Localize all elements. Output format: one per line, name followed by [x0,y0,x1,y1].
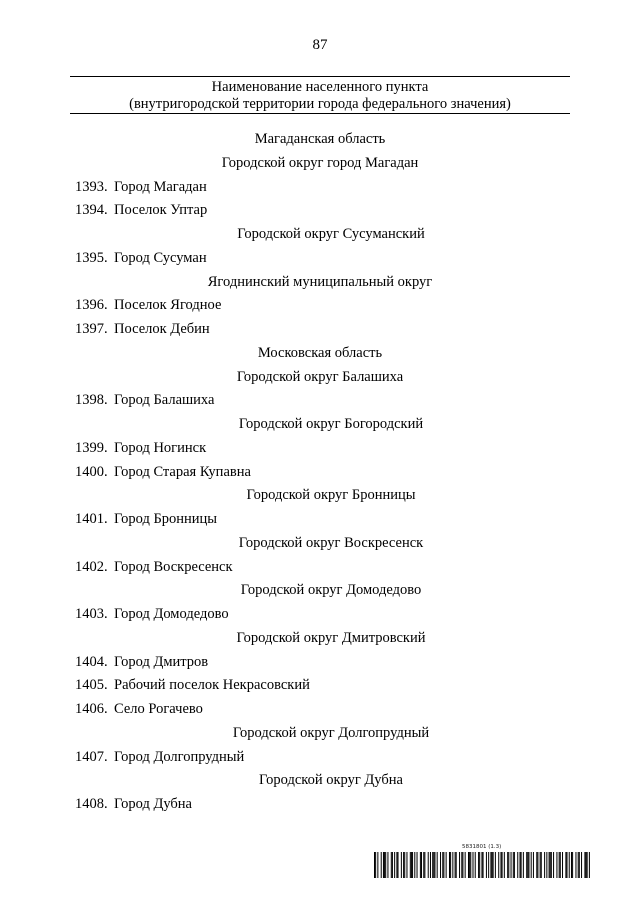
barcode-bar [492,852,493,878]
barcode-bar [470,852,471,878]
barcode-bar [423,852,424,878]
page-number: 87 [312,37,328,53]
barcode-bar [486,852,487,878]
section-heading [0,579,640,603]
settlement-name: Город Балашиха [114,392,215,409]
section-heading [0,366,640,390]
barcode-bar [498,852,499,878]
barcode-bar [437,852,438,878]
settlement-name: Город Дубна [114,796,192,812]
header-title-line-2: (внутригородской территории города федерального значения) [129,96,511,112]
settlement-name: Город Домодедово [114,606,229,622]
barcode-bar [551,852,552,878]
barcode-bar [381,852,382,878]
barcode-bar [536,852,537,878]
settlement-name: Город Воскресенск [114,558,233,575]
barcode-bar [587,852,588,878]
barcode-bar [446,852,447,878]
settlement-name: Город Старая Купавна [114,463,251,480]
header-top-rule [70,76,570,77]
barcode-bar [589,852,590,878]
barcode-bar [394,852,395,878]
barcode-label: 5831801 (1.3) [462,844,502,850]
barcode-bar [483,852,484,878]
barcode-bar [449,852,450,878]
barcode-bar [517,852,518,878]
settlement-name: Поселок Уптар [114,202,208,219]
barcode-bar [383,852,384,878]
section-heading-text: Ягоднинский муниципальный округ [207,273,433,290]
barcode-bar [493,852,494,878]
section-heading-text: Магаданская область [254,131,386,147]
barcode-bar [578,852,579,878]
settlement-row [0,437,640,461]
barcode-bar [528,852,529,878]
settlement-number: 1397. [75,321,108,337]
settlement-row [0,199,640,223]
barcode-bar [404,852,405,878]
barcode-bar [465,852,466,878]
settlement-number: 1399. [75,439,108,456]
barcode-bar [560,852,561,878]
barcode-bar [488,852,489,878]
barcode-bar [572,852,573,878]
section-heading [0,627,640,651]
barcode-bar [417,852,418,878]
settlement-name: Город Магадан [114,178,207,195]
settlement-number: 1402. [75,558,108,575]
barcode-bar [566,852,567,878]
barcode-bar [541,852,542,878]
settlement-name: Город Сусуман [114,249,207,266]
barcode-bar [387,852,388,878]
settlement-row [0,746,640,770]
barcode-bar [537,852,538,878]
settlement-row [0,508,640,532]
barcode-bar [504,852,505,878]
settlement-number: 1396. [75,297,108,314]
barcode-bar [549,852,550,878]
barcode-bar [527,852,528,878]
section-heading-text: Городской округ Долгопрудный [232,724,430,741]
settlement-number: 1406. [75,701,108,717]
barcode-bar [575,852,576,878]
barcode-bar [559,852,560,878]
settlement-row [0,247,640,271]
section-heading [0,722,640,746]
settlement-row [0,176,640,200]
barcode-bar [500,852,501,878]
settlement-number: 1404. [75,653,108,670]
settlement-row [0,461,640,485]
header-column-title [70,79,570,113]
barcode-bar [432,852,433,878]
barcode-bar [421,852,422,878]
barcode-bar [385,852,386,878]
barcode-bar [531,852,532,878]
barcode-bar [565,852,566,878]
barcode-bar [511,852,512,878]
settlement-number: 1400. [75,463,108,480]
barcode-bar [440,852,441,878]
settlement-list [0,128,640,817]
section-heading [0,223,640,247]
barcode-bar [450,852,451,878]
barcode-bar [456,852,457,878]
barcode-bar [569,852,570,878]
barcode-bar [508,852,509,878]
barcode-bar [430,852,431,878]
barcode-bar [523,852,524,878]
barcode-bar [495,852,496,878]
barcode-bar [396,852,397,878]
barcode-bar [584,852,585,878]
barcode-bar [507,852,508,878]
settlement-name: Город Ногинск [114,439,207,456]
barcode-bar [462,852,463,878]
settlement-row [0,651,640,675]
barcode-bar [513,852,514,878]
barcode-image [374,852,590,878]
barcode-bar [521,852,522,878]
barcode-bar [459,852,460,878]
settlement-row [0,556,640,580]
barcode-bar [377,852,378,878]
settlement-name: Село Рогачево [114,701,203,717]
settlement-name: Рабочий поселок Некрасовский [114,677,310,694]
barcode-bar [461,852,462,878]
settlement-row [0,318,640,342]
settlement-number: 1393. [75,178,108,195]
settlement-row [0,389,640,413]
section-heading-text: Московская область [257,344,383,361]
settlement-row [0,698,640,722]
section-heading [0,769,640,793]
settlement-number: 1405. [75,677,108,694]
section-heading-text: Городской округ Воскресенск [238,534,424,551]
settlement-number: 1407. [75,748,108,765]
section-heading-text: Городской округ Бронницы [246,487,416,504]
barcode-bar [375,852,376,878]
settlement-name: Город Долгопрудный [114,748,245,765]
barcode-bar [533,852,534,878]
settlement-number: 1394. [75,202,108,219]
section-heading-text: Городской округ Богородский [238,416,424,432]
section-heading [0,484,640,508]
section-heading [0,342,640,366]
settlement-name: Поселок Ягодное [114,297,222,314]
barcode-bar [502,852,503,878]
settlement-row [0,603,640,627]
barcode-bar [562,852,563,878]
barcode-bar [410,852,411,878]
barcode-bar [442,852,443,878]
barcode-bar [424,852,425,878]
barcode-bar [469,852,470,878]
barcode-bar [546,852,547,878]
barcode-bar [398,852,399,878]
settlement-number: 1408. [75,796,108,812]
section-heading-text: Городской округ город Магадан [221,154,419,171]
barcode-bar [391,852,392,878]
barcode-bar [581,852,582,878]
barcode-bar [412,852,413,878]
barcode-bar [420,852,421,878]
settlement-name: Город Бронницы [114,511,218,527]
settlement-row [0,294,640,318]
barcode-bar [452,852,453,878]
header-bottom-rule [70,113,570,114]
barcode-bar [428,852,429,878]
barcode-bar [481,852,482,878]
settlement-row [0,793,640,817]
section-heading [0,413,640,437]
section-heading-text: Городской округ Дубна [259,772,403,789]
barcode-bar [475,852,476,878]
section-heading-text: Городской округ Балашиха [236,368,404,385]
settlement-number: 1401. [75,511,108,527]
barcode-bar [434,852,435,878]
settlement-name: Поселок Дебин [114,321,210,337]
barcode-bar [540,852,541,878]
barcode-bar [550,852,551,878]
barcode-bar [571,852,572,878]
barcode-bar [556,852,557,878]
section-heading-text: Городской округ Домодедово [240,582,422,599]
barcode-bar [478,852,479,878]
barcode-bar [401,852,402,878]
barcode-bar [443,852,444,878]
barcode-bar [479,852,480,878]
barcode-bar [586,852,587,878]
settlement-name: Город Дмитров [114,653,209,670]
barcode-bar [403,852,404,878]
barcode-bar [455,852,456,878]
barcode-bar [411,852,412,878]
barcode-bar [526,852,527,878]
section-heading-text: Городской округ Сусуманский [237,226,425,242]
barcode-bar [374,852,375,878]
barcode-bar [490,852,491,878]
barcode-bar [544,852,545,878]
barcode-bar [472,852,473,878]
barcode-bar [519,852,520,878]
settlement-number: 1398. [75,392,108,409]
barcode-bar [514,852,515,878]
settlement-number: 1403. [75,606,108,622]
barcode-bar [553,852,554,878]
barcode-bar [406,852,407,878]
barcode-bar [433,852,434,878]
section-heading [0,532,640,556]
header-title-line-1: Наименование населенного пункта [211,79,429,95]
section-heading-text: Городской округ Дмитровский [236,629,426,646]
section-heading [0,271,640,295]
settlement-row [0,674,640,698]
section-heading [0,128,640,152]
barcode-bar [414,852,415,878]
section-heading [0,152,640,176]
barcode-bar [392,852,393,878]
barcode-bar [384,852,385,878]
barcode-bar [468,852,469,878]
settlement-number: 1395. [75,249,108,266]
barcode-bar [579,852,580,878]
